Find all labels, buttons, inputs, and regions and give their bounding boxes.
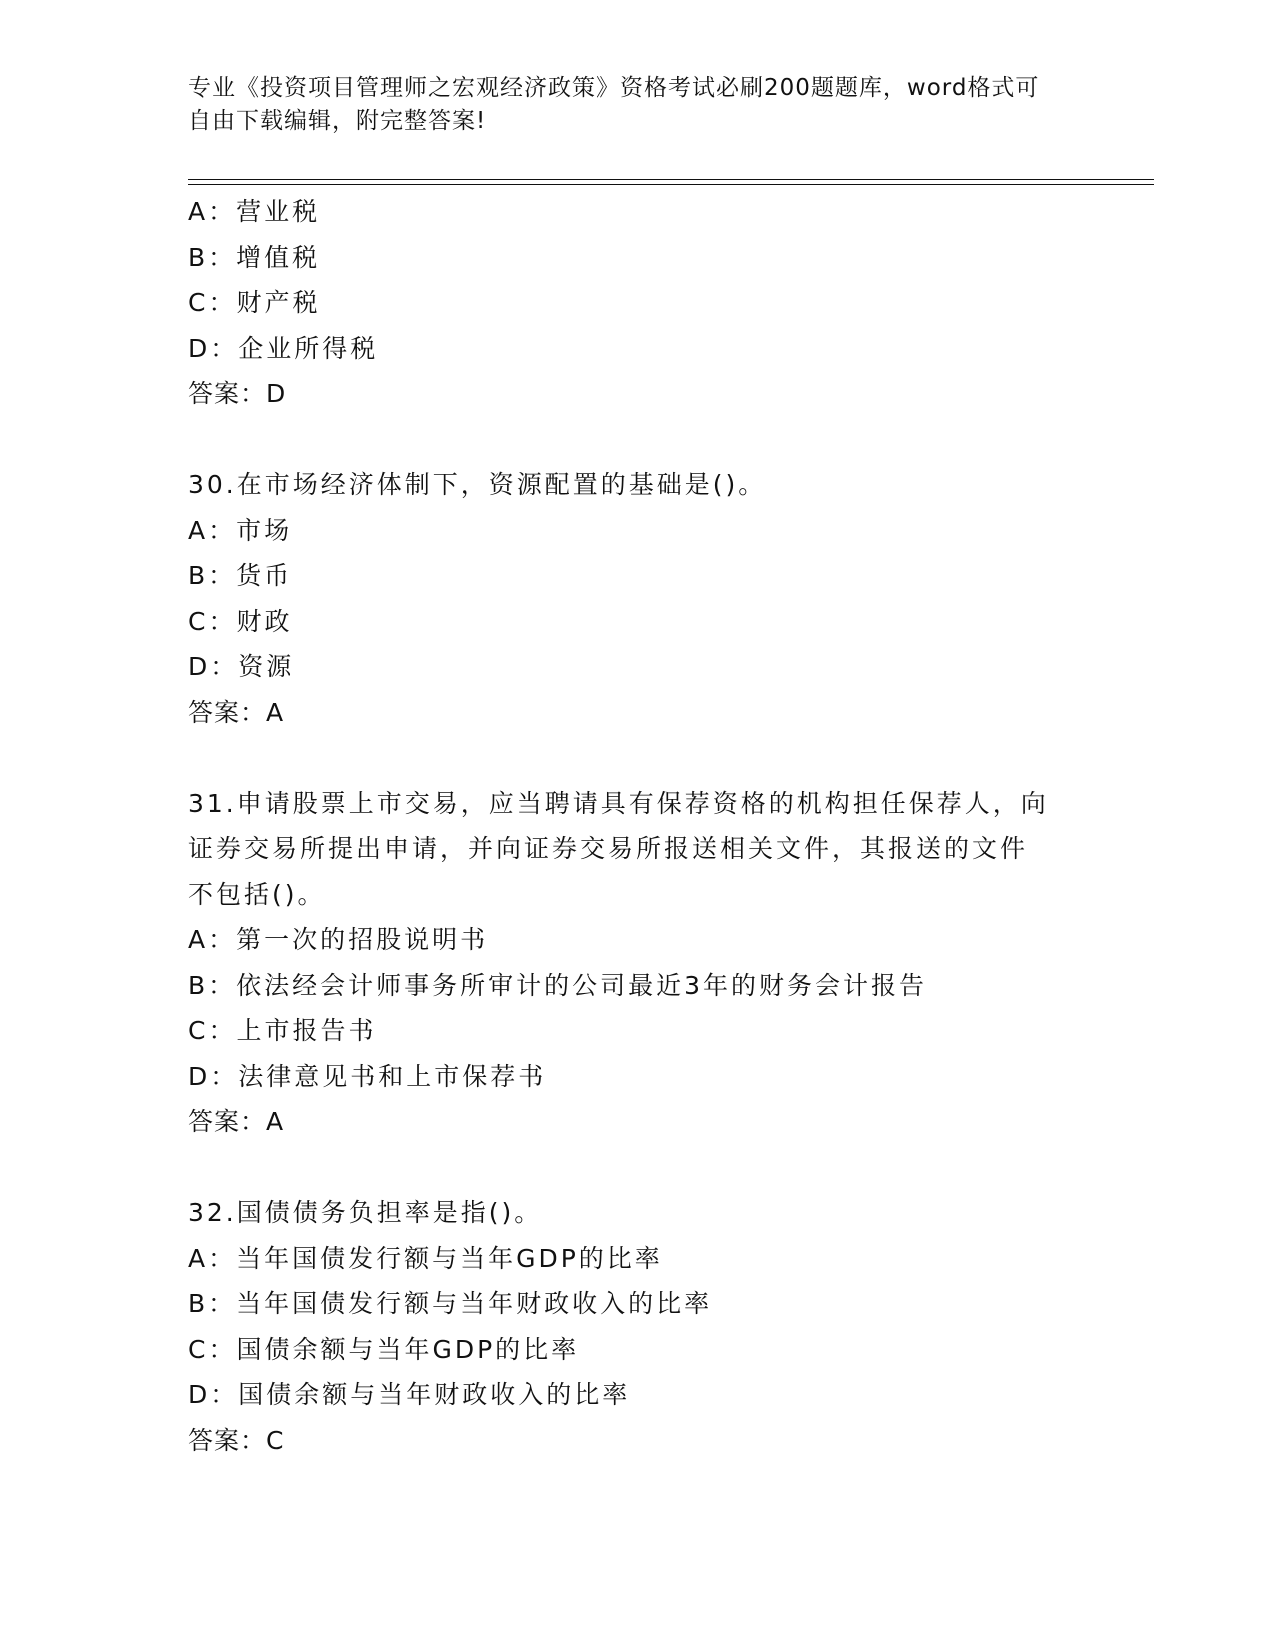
- question-list: [188, 189, 1088, 1463]
- question-stem: 30.在市场经济体制下，资源配置的基础是()。: [188, 470, 767, 499]
- question-stem: 32.国债债务负担率是指()。: [188, 1198, 543, 1227]
- option-c: C：上市报告书: [188, 1016, 377, 1045]
- option-d: D：企业所得税: [188, 333, 379, 363]
- answer: 答案：A: [188, 1107, 285, 1136]
- option-a: A：第一次的招股说明书: [188, 925, 489, 954]
- option-c: C：财产税: [188, 288, 321, 317]
- question-30: [188, 462, 1088, 735]
- spacer: [188, 735, 1088, 781]
- option-b: B：当年国债发行额与当年财政收入的比率: [188, 1289, 713, 1318]
- header-line-2: 自由下载编辑，附完整答案!: [188, 108, 487, 134]
- option-d: D：资源: [188, 652, 295, 681]
- question-stem-line-1: 31.申请股票上市交易，应当聘请具有保荐资格的机构担任保荐人，向: [188, 788, 1049, 818]
- header-line-1: 专业《投资项目管理师之宏观经济政策》资格考试必刷200题题库，word格式可: [188, 75, 1040, 101]
- question-32: [188, 1190, 1088, 1463]
- question-stem-line-3: 不包括()。: [188, 879, 326, 909]
- option-d: D：法律意见书和上市保荐书: [188, 1061, 547, 1091]
- question-31: [188, 781, 1088, 1145]
- option-a: A：营业税: [188, 197, 321, 226]
- answer: 答案：A: [188, 697, 285, 727]
- option-b: B：货币: [188, 561, 293, 590]
- answer: 答案：C: [188, 1425, 285, 1455]
- option-b: B：增值税: [188, 242, 321, 272]
- document-header: [188, 72, 1088, 138]
- header-divider-bottom: [188, 184, 1154, 185]
- option-a: A：当年国债发行额与当年GDP的比率: [188, 1243, 663, 1273]
- option-a: A：市场: [188, 515, 293, 545]
- option-b: B：依法经会计师事务所审计的公司最近3年的财务会计报告: [188, 970, 928, 1000]
- answer: 答案：D: [188, 379, 287, 408]
- spacer: [188, 1145, 1088, 1191]
- question-29: [188, 189, 1088, 417]
- header-divider-top: [188, 179, 1154, 180]
- option-c: C：财政: [188, 606, 293, 636]
- option-c: C：国债余额与当年GDP的比率: [188, 1334, 580, 1364]
- option-d: D：国债余额与当年财政收入的比率: [188, 1380, 631, 1409]
- question-stem-line-2: 证券交易所提出申请，并向证券交易所报送相关文件，其报送的文件: [188, 834, 1029, 863]
- spacer: [188, 417, 1088, 463]
